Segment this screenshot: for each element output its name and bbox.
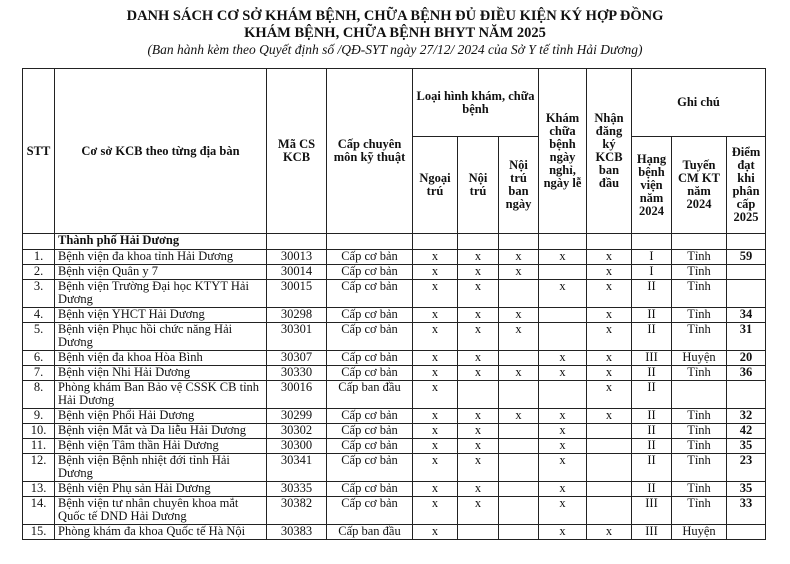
hospital-tier: Tỉnh	[672, 265, 727, 280]
document-title	[0, 8, 790, 42]
outpatient-mark: x	[413, 454, 458, 482]
initial-mark: x	[587, 525, 632, 540]
classification-points	[727, 381, 766, 409]
facility-level: Cấp cơ bản	[327, 323, 413, 351]
classification-points: 34	[727, 308, 766, 323]
hospital-tier: Tỉnh	[672, 323, 727, 351]
initial-mark	[587, 482, 632, 497]
hospital-rank: I	[632, 265, 672, 280]
facility-level: Cấp cơ bản	[327, 265, 413, 280]
day-inpatient-mark: x	[499, 250, 539, 265]
section-row	[23, 234, 766, 250]
holiday-mark: x	[539, 250, 587, 265]
facility-name: Phòng khám đa khoa Quốc tế Hà Nội	[55, 525, 267, 540]
inpatient-mark: x	[458, 265, 499, 280]
hospital-tier: Huyện	[672, 351, 727, 366]
header-notes-group: Ghi chú	[632, 69, 766, 137]
initial-mark: x	[587, 323, 632, 351]
day-inpatient-mark	[499, 497, 539, 525]
table-row	[23, 482, 766, 497]
table-row	[23, 454, 766, 482]
holiday-mark: x	[539, 525, 587, 540]
classification-points: 35	[727, 482, 766, 497]
facility-name: Bệnh viện Trường Đại học KTYT Hải Dương	[55, 280, 267, 308]
classification-points: 32	[727, 409, 766, 424]
facility-code: 30015	[267, 280, 327, 308]
document-subtitle: (Ban hành kèm theo Quyết định số /QĐ-SYT ngày 27/12/ 2024 của Sở Y tế tỉnh Hải Dương)	[147, 42, 643, 57]
facility-name: Bệnh viện Phổi Hải Dương	[55, 409, 267, 424]
facility-code: 30298	[267, 308, 327, 323]
table-row	[23, 366, 766, 381]
holiday-mark: x	[539, 424, 587, 439]
outpatient-mark: x	[413, 497, 458, 525]
stt-cell: 14.	[23, 497, 55, 525]
outpatient-mark: x	[413, 250, 458, 265]
initial-mark	[587, 424, 632, 439]
hospital-rank: II	[632, 323, 672, 351]
hospital-rank: II	[632, 280, 672, 308]
holiday-mark: x	[539, 454, 587, 482]
inpatient-mark: x	[458, 454, 499, 482]
day-inpatient-mark	[499, 525, 539, 540]
table-row	[23, 351, 766, 366]
day-inpatient-mark	[499, 381, 539, 409]
inpatient-mark	[458, 381, 499, 409]
facility-level: Cấp cơ bản	[327, 439, 413, 454]
day-inpatient-mark	[499, 280, 539, 308]
facility-code: 30335	[267, 482, 327, 497]
hospital-tier: Huyện	[672, 525, 727, 540]
hospital-rank: II	[632, 482, 672, 497]
table-row	[23, 525, 766, 540]
table-row	[23, 409, 766, 424]
day-inpatient-mark: x	[499, 366, 539, 381]
facility-code: 30299	[267, 409, 327, 424]
stt-cell: 10.	[23, 424, 55, 439]
title-line-1: DANH SÁCH CƠ SỞ KHÁM BỆNH, CHỮA BỆNH ĐỦ ĐIỀU KIỆN KÝ HỢP ĐỒNG	[126, 8, 664, 24]
outpatient-mark: x	[413, 280, 458, 308]
hospital-rank: II	[632, 424, 672, 439]
facility-table	[22, 68, 766, 540]
inpatient-mark: x	[458, 409, 499, 424]
stt-cell: 5.	[23, 323, 55, 351]
title-line-2: KHÁM BỆNH, CHỮA BỆNH BHYT NĂM 2025	[244, 25, 546, 41]
day-inpatient-mark	[499, 482, 539, 497]
hospital-tier: Tỉnh	[672, 250, 727, 265]
facility-code: 30013	[267, 250, 327, 265]
table-row	[23, 265, 766, 280]
facility-level: Cấp cơ bản	[327, 409, 413, 424]
hospital-tier: Tỉnh	[672, 280, 727, 308]
hospital-tier: Tỉnh	[672, 497, 727, 525]
stt-cell: 6.	[23, 351, 55, 366]
holiday-mark	[539, 265, 587, 280]
hospital-tier: Tỉnh	[672, 482, 727, 497]
hospital-tier: Tỉnh	[672, 439, 727, 454]
initial-mark	[587, 439, 632, 454]
initial-mark	[587, 454, 632, 482]
facility-level: Cấp ban đầu	[327, 381, 413, 409]
inpatient-mark: x	[458, 366, 499, 381]
hospital-tier: Tỉnh	[672, 409, 727, 424]
holiday-mark: x	[539, 482, 587, 497]
header-inpatient: Nội trú	[458, 137, 499, 234]
table-row	[23, 381, 766, 409]
section-stt-cell	[23, 234, 55, 250]
outpatient-mark: x	[413, 265, 458, 280]
outpatient-mark: x	[413, 525, 458, 540]
table-row	[23, 323, 766, 351]
outpatient-mark: x	[413, 409, 458, 424]
holiday-mark	[539, 323, 587, 351]
hospital-rank: II	[632, 381, 672, 409]
initial-mark: x	[587, 409, 632, 424]
facility-name: Bệnh viện Phụ sản Hải Dương	[55, 482, 267, 497]
table-row	[23, 280, 766, 308]
inpatient-mark: x	[458, 351, 499, 366]
facility-code: 30014	[267, 265, 327, 280]
inpatient-mark: x	[458, 308, 499, 323]
stt-cell: 8.	[23, 381, 55, 409]
facility-level: Cấp cơ bản	[327, 280, 413, 308]
header-initial: Nhận đăng ký KCB ban đầu	[587, 69, 632, 234]
facility-level: Cấp cơ bản	[327, 250, 413, 265]
facility-level: Cấp cơ bản	[327, 308, 413, 323]
header-facility: Cơ sở KCB theo từng địa bàn	[55, 69, 267, 234]
classification-points: 36	[727, 366, 766, 381]
outpatient-mark: x	[413, 482, 458, 497]
hospital-tier: Tỉnh	[672, 454, 727, 482]
hospital-tier: Tỉnh	[672, 308, 727, 323]
hospital-rank: III	[632, 351, 672, 366]
facility-name: Bệnh viện tư nhân chuyên khoa mắt Quốc tế DND Hải Dương	[55, 497, 267, 525]
day-inpatient-mark	[499, 424, 539, 439]
stt-cell: 3.	[23, 280, 55, 308]
facility-name: Bệnh viện Quân y 7	[55, 265, 267, 280]
hospital-rank: II	[632, 439, 672, 454]
facility-level: Cấp cơ bản	[327, 482, 413, 497]
hospital-rank: III	[632, 497, 672, 525]
hospital-rank: II	[632, 308, 672, 323]
facility-code: 30341	[267, 454, 327, 482]
hospital-rank: II	[632, 454, 672, 482]
header-day-inpatient: Nội trú ban ngày	[499, 137, 539, 234]
stt-cell: 12.	[23, 454, 55, 482]
header-points: Điểm đạt khi phân cấp 2025	[727, 137, 766, 234]
holiday-mark: x	[539, 439, 587, 454]
header-level: Cấp chuyên môn kỹ thuật	[327, 69, 413, 234]
stt-cell: 11.	[23, 439, 55, 454]
header-holiday: Khám chữa bệnh ngày nghỉ, ngày lễ	[539, 69, 587, 234]
facility-code: 30300	[267, 439, 327, 454]
facility-code: 30330	[267, 366, 327, 381]
table-row	[23, 308, 766, 323]
facility-level: Cấp cơ bản	[327, 454, 413, 482]
facility-level: Cấp cơ bản	[327, 497, 413, 525]
facility-code: 30302	[267, 424, 327, 439]
holiday-mark: x	[539, 497, 587, 525]
inpatient-mark: x	[458, 250, 499, 265]
hospital-rank: I	[632, 250, 672, 265]
facility-code: 30382	[267, 497, 327, 525]
initial-mark: x	[587, 250, 632, 265]
hospital-rank: II	[632, 366, 672, 381]
facility-name: Bệnh viện đa khoa tỉnh Hải Dương	[55, 250, 267, 265]
inpatient-mark: x	[458, 439, 499, 454]
table-row	[23, 424, 766, 439]
facility-name: Bệnh viện Nhi Hải Dương	[55, 366, 267, 381]
outpatient-mark: x	[413, 308, 458, 323]
facility-code: 30383	[267, 525, 327, 540]
facility-name: Bệnh viện Phục hồi chức năng Hải Dương	[55, 323, 267, 351]
facility-name: Bệnh viện YHCT Hải Dương	[55, 308, 267, 323]
initial-mark: x	[587, 280, 632, 308]
classification-points: 20	[727, 351, 766, 366]
initial-mark: x	[587, 265, 632, 280]
header-outpatient: Ngoại trú	[413, 137, 458, 234]
classification-points	[727, 265, 766, 280]
facility-code: 30307	[267, 351, 327, 366]
holiday-mark: x	[539, 351, 587, 366]
inpatient-mark: x	[458, 280, 499, 308]
initial-mark: x	[587, 366, 632, 381]
facility-name: Bệnh viện Tâm thần Hải Dương	[55, 439, 267, 454]
day-inpatient-mark: x	[499, 308, 539, 323]
table-row	[23, 439, 766, 454]
stt-cell: 4.	[23, 308, 55, 323]
stt-cell: 15.	[23, 525, 55, 540]
hospital-tier	[672, 381, 727, 409]
hospital-tier: Tỉnh	[672, 366, 727, 381]
classification-points	[727, 280, 766, 308]
classification-points: 31	[727, 323, 766, 351]
header-stt: STT	[23, 69, 55, 234]
facility-level: Cấp cơ bản	[327, 351, 413, 366]
facility-level: Cấp cơ bản	[327, 366, 413, 381]
initial-mark: x	[587, 308, 632, 323]
outpatient-mark: x	[413, 323, 458, 351]
inpatient-mark: x	[458, 323, 499, 351]
classification-points	[727, 525, 766, 540]
facility-code: 30016	[267, 381, 327, 409]
header-tier: Tuyến CM KT năm 2024	[672, 137, 727, 234]
facility-code: 30301	[267, 323, 327, 351]
holiday-mark	[539, 381, 587, 409]
facility-name: Bệnh viện Bệnh nhiệt đới tỉnh Hải Dương	[55, 454, 267, 482]
hospital-rank: III	[632, 525, 672, 540]
day-inpatient-mark	[499, 439, 539, 454]
stt-cell: 13.	[23, 482, 55, 497]
holiday-mark: x	[539, 366, 587, 381]
initial-mark: x	[587, 351, 632, 366]
classification-points: 35	[727, 439, 766, 454]
outpatient-mark: x	[413, 439, 458, 454]
holiday-mark	[539, 308, 587, 323]
stt-cell: 2.	[23, 265, 55, 280]
hospital-rank: II	[632, 409, 672, 424]
facility-name: Phòng khám Ban Bảo vệ CSSK CB tỉnh Hải Dương	[55, 381, 267, 409]
classification-points: 59	[727, 250, 766, 265]
facility-name: Bệnh viện đa khoa Hòa Bình	[55, 351, 267, 366]
day-inpatient-mark: x	[499, 265, 539, 280]
day-inpatient-mark	[499, 454, 539, 482]
inpatient-mark: x	[458, 424, 499, 439]
stt-cell: 1.	[23, 250, 55, 265]
holiday-mark: x	[539, 280, 587, 308]
outpatient-mark: x	[413, 351, 458, 366]
classification-points: 33	[727, 497, 766, 525]
facility-name: Bệnh viện Mắt và Da liễu Hải Dương	[55, 424, 267, 439]
hospital-tier: Tỉnh	[672, 424, 727, 439]
table-row	[23, 497, 766, 525]
holiday-mark: x	[539, 409, 587, 424]
inpatient-mark	[458, 525, 499, 540]
outpatient-mark: x	[413, 366, 458, 381]
day-inpatient-mark: x	[499, 323, 539, 351]
header-code: Mã CS KCB	[267, 69, 327, 234]
initial-mark	[587, 497, 632, 525]
initial-mark: x	[587, 381, 632, 409]
inpatient-mark: x	[458, 482, 499, 497]
facility-level: Cấp cơ bản	[327, 424, 413, 439]
classification-points: 42	[727, 424, 766, 439]
facility-level: Cấp ban đầu	[327, 525, 413, 540]
stt-cell: 7.	[23, 366, 55, 381]
outpatient-mark: x	[413, 424, 458, 439]
outpatient-mark: x	[413, 381, 458, 409]
day-inpatient-mark: x	[499, 409, 539, 424]
header-type-group: Loại hình khám, chữa bệnh	[413, 69, 539, 137]
header-rank: Hạng bệnh viện năm 2024	[632, 137, 672, 234]
stt-cell: 9.	[23, 409, 55, 424]
inpatient-mark: x	[458, 497, 499, 525]
table-row	[23, 250, 766, 265]
day-inpatient-mark	[499, 351, 539, 366]
section-name: Thành phố Hải Dương	[55, 234, 267, 250]
classification-points: 23	[727, 454, 766, 482]
